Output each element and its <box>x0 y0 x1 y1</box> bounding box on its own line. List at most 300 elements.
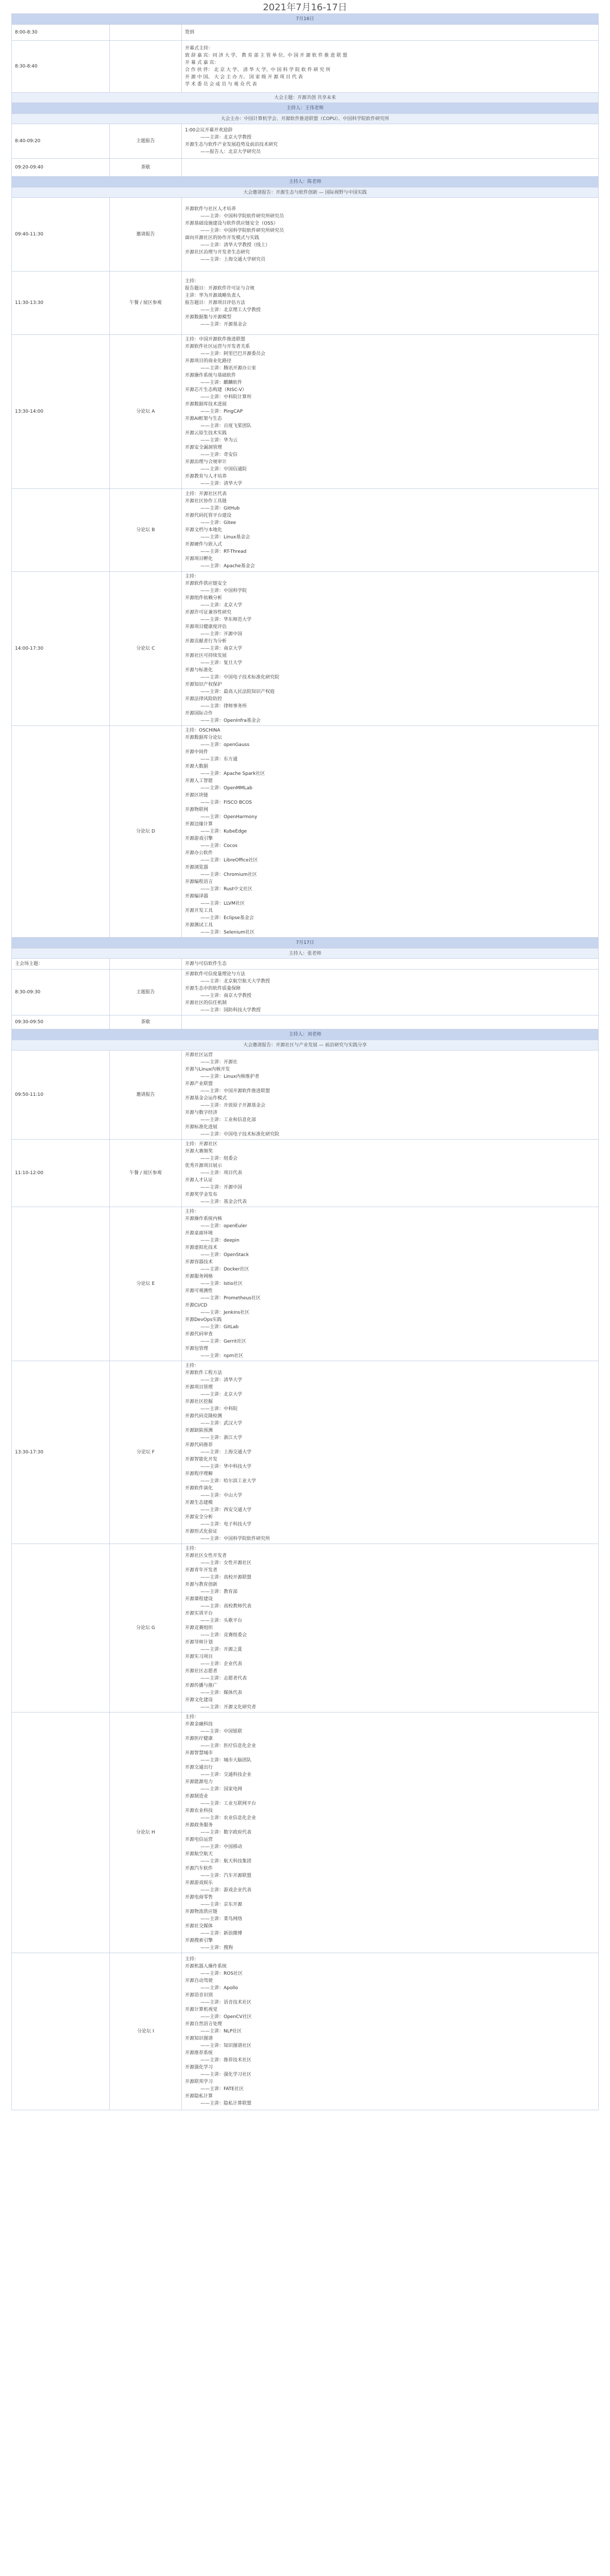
content-line: 开源医疗健康 <box>185 1736 213 1741</box>
content-line: ——主讲：中国开源软件推进联盟 <box>200 1089 270 1094</box>
content-line: 开源浏览器 <box>185 865 209 870</box>
content-line: 开源CI/CD <box>185 1303 208 1308</box>
content-line: ——主讲：复旦大学 <box>200 660 243 666</box>
content-line: 报告题目：开源软件许可证与合规 <box>185 286 255 291</box>
subtitle-text: 大会邀请报告：开源社区与产业发展 — 前沿研究与实践分享 <box>12 1040 599 1050</box>
content-line: 开 源 中 国、 大 会 主 办 方、 国 家 级 开 源 项 目 代 表 <box>185 75 303 80</box>
content-line: 开源软件工程方法 <box>185 1370 223 1376</box>
banner-text: 7月17日 <box>12 938 599 948</box>
content-line: 开源交通出行 <box>185 1765 213 1770</box>
time-cell: 8:40-09:20 <box>12 124 110 159</box>
content-line: 开源社区可持续发展 <box>185 653 227 658</box>
schedule-row <box>12 1207 599 1361</box>
content-line: 开源智慧城市 <box>185 1751 213 1756</box>
content-line: ——主讲：高校开源联盟 <box>200 1575 252 1580</box>
content-line: 开源代码克隆检测 <box>185 1414 223 1419</box>
content-line: ——主讲：LLVM社区 <box>200 901 245 906</box>
content-line: 开源教育与人才培养 <box>185 474 227 479</box>
venue-cell: 分论坛 E <box>110 1207 182 1361</box>
content-line: ——主讲：openEuler <box>200 1224 247 1229</box>
content-line: 主讲：华为开源战略负责人 <box>185 293 241 298</box>
content-line: 开源编译器 <box>185 894 209 899</box>
time-cell <box>12 1207 110 1361</box>
content-line: ——主讲：游戏企业代表 <box>200 1888 252 1893</box>
content-line: ——主讲：Linux基金会 <box>200 535 250 540</box>
content-line: 开源能源电力 <box>185 1780 213 1785</box>
time-cell <box>12 1544 110 1713</box>
content-line: ——主讲：北京大学 <box>200 603 243 608</box>
content-line: ——主讲：浙江大学 <box>200 1435 243 1440</box>
content-cell <box>182 959 599 970</box>
content-line: 开源可观测性 <box>185 1289 213 1294</box>
content-line: ——主讲：OpenInfra基金会 <box>200 718 261 723</box>
content-line: ——主讲：FATE社区 <box>200 2087 244 2092</box>
schedule-row <box>12 1140 599 1207</box>
content-line: 开源项目健康度评估 <box>185 624 227 630</box>
content-line: 开源游戏引擎 <box>185 836 213 841</box>
content-line: 开源许可证兼容性研究 <box>185 610 232 615</box>
schedule-row <box>12 1544 599 1713</box>
content-line: ——主讲：Cocos <box>200 843 238 849</box>
content-line: ——主讲：开源中国 <box>200 1185 243 1190</box>
banner-text: 主持人：刘老师 <box>12 1029 599 1040</box>
content-line: 开源大数据 <box>185 764 209 769</box>
content-line: ——主讲：国防科技大学教授 <box>200 1008 261 1013</box>
content-line: 报告题目：开源项目评估方法 <box>185 300 246 306</box>
content-line: ——主讲：OpenStack <box>200 1252 249 1258</box>
content-line: ——主讲：国家电网 <box>200 1787 243 1792</box>
content-line: 开源社区女性开发者 <box>185 1553 227 1558</box>
content-cell <box>182 1953 599 2110</box>
content-line: ——主讲：哈尔滨工业大学 <box>200 1479 257 1484</box>
time-cell: 8:30-8:40 <box>12 41 110 93</box>
content-line: ——主讲：华为云 <box>200 438 238 443</box>
content-line: ——主讲：汽车开源联盟 <box>200 1873 252 1878</box>
content-line: ——主讲：清华大学教授（线上） <box>200 243 270 248</box>
content-line: 开源操作系统内核 <box>185 1216 223 1222</box>
content-line: ——主讲：开源社 <box>200 1060 238 1065</box>
content-cell <box>182 198 599 272</box>
content-line: ——主讲：OpenHarmony <box>200 815 258 820</box>
content-line: 开源智能化开发 <box>185 1457 218 1462</box>
content-line: 开源竞赛组织 <box>185 1625 213 1631</box>
banner-text: 7月16日 <box>12 14 599 25</box>
schedule-row <box>12 124 599 159</box>
content-line: ——主讲：医疗信息化企业 <box>200 1743 257 1749</box>
content-line: 开源搜索引擎 <box>185 1938 213 1943</box>
content-line: ——主讲：中国信通院 <box>200 467 247 472</box>
content-line: 开源软件社区运营与开发者关系 <box>185 344 250 349</box>
content-line: ——主讲：华东师范大学 <box>200 617 252 622</box>
content-line: ——主讲：中国银联 <box>200 1729 243 1734</box>
content-line: ——主讲：GitHub <box>200 506 240 511</box>
content-line: 开源缺陷预测 <box>185 1428 213 1433</box>
content-line: ——主讲：北京航空航天大学教授 <box>200 979 270 984</box>
content-line: 开源编程语言 <box>185 879 213 885</box>
content-line: 开源芯片生态构建（RISC-V） <box>185 387 247 393</box>
content-line: 开源制造业 <box>185 1794 209 1799</box>
content-line: ——主讲：Jenkins社区 <box>200 1310 250 1315</box>
content-line: 开源汽车软件 <box>185 1866 213 1871</box>
content-line: 开源生态建模 <box>185 1500 213 1505</box>
schedule-row <box>12 1713 599 1953</box>
content-line: 开源社区治理与开发者生态研究 <box>185 250 250 255</box>
content-cell <box>182 489 599 572</box>
content-line: ——主讲：高校教师代表 <box>200 1604 252 1609</box>
content-line: 签到 <box>185 30 195 35</box>
content-line: 开源组件依赖分析 <box>185 596 223 601</box>
content-cell <box>182 1361 599 1544</box>
content-line: 开源程序理解 <box>185 1471 213 1477</box>
content-line: ——主讲：上海交通大学 <box>200 1450 252 1455</box>
content-line: 开源项目的商业化路径 <box>185 359 232 364</box>
content-line: ——主讲：Istio社区 <box>200 1281 243 1286</box>
schedule-row <box>12 1953 599 2110</box>
content-cell <box>182 335 599 489</box>
content-line: 开源实习项目 <box>185 1654 213 1659</box>
content-line: ——主讲：deepin <box>200 1238 240 1243</box>
content-line: 开源社区挖掘 <box>185 1399 213 1404</box>
subtitle-text: 大会邀请报告：开源生态与软件创新 — 国际视野与中国实践 <box>12 188 599 198</box>
content-line: ——主讲：京东开源 <box>200 1902 243 1907</box>
content-line: 面向开源社区的协作开发模式与实践 <box>185 235 260 241</box>
content-line: ——主讲：中国科学院 <box>200 588 247 594</box>
content-line: 开源治理与合规审计 <box>185 460 227 465</box>
venue-cell: 分论坛 B <box>110 489 182 572</box>
schedule-row <box>12 25 599 41</box>
content-line: 开源形式化验证 <box>185 1529 218 1534</box>
schedule-row <box>12 1015 599 1029</box>
schedule-row <box>12 726 599 938</box>
content-line: ——主讲：女性开源社区 <box>200 1561 252 1566</box>
time-cell: 09:40-11:30 <box>12 198 110 272</box>
content-cell <box>182 41 599 93</box>
content-line: 优秀开源项目展示 <box>185 1163 223 1168</box>
schedule-page <box>11 0 599 2110</box>
content-line: 开源强化学习 <box>185 2065 213 2070</box>
content-line: ——主讲：中国移动 <box>200 1844 243 1850</box>
venue-cell: 午餐 / 展区参观 <box>110 1140 182 1207</box>
content-line: 开源包管理 <box>185 1346 209 1351</box>
time-cell: 8:00-8:30 <box>12 25 110 41</box>
time-cell: 11:30-13:30 <box>12 272 110 335</box>
venue-cell: 分论坛 G <box>110 1544 182 1713</box>
schedule-date: 2021年7月16-17日 <box>263 2 347 13</box>
schedule-row <box>12 959 599 970</box>
content-line: 开源AI框架与生态 <box>185 416 222 421</box>
content-line: 开源基金会运作模式 <box>185 1096 227 1101</box>
section-banner <box>12 14 599 25</box>
content-line: 开源文化建设 <box>185 1698 213 1703</box>
content-line: ——主讲：知识图谱社区 <box>200 2043 252 2048</box>
content-line: ——主讲：Selenium社区 <box>200 930 255 935</box>
content-line: 开源基础设施建设与软件供应链安全（OSS） <box>185 221 278 226</box>
content-line: ——主讲：Chromium社区 <box>200 872 257 877</box>
content-line: ——主讲：隐私计算联盟 <box>200 2101 252 2106</box>
content-cell <box>182 272 599 335</box>
content-line: 开源云原生技术实践 <box>185 431 227 436</box>
venue-cell: 茶歇 <box>110 1015 182 1029</box>
content-line: ——主讲：组委会 <box>200 1156 238 1161</box>
content-line: ——主讲：Gerrit社区 <box>200 1339 246 1344</box>
time-cell <box>12 489 110 572</box>
content-line: 开源安全漏洞管理 <box>185 445 223 450</box>
section-subtitle <box>12 93 599 103</box>
content-line: 开源区块链 <box>185 793 209 798</box>
content-line: 开源服务网格 <box>185 1274 213 1279</box>
content-cell <box>182 1544 599 1713</box>
time-cell: 09:30-09:50 <box>12 1015 110 1029</box>
content-line: ——主讲：北京理工大学教授 <box>200 308 261 313</box>
content-line: 开源安全分析 <box>185 1515 213 1520</box>
content-line: ——主讲：上海交通大学研究员 <box>200 257 266 262</box>
content-line: ——主讲：航天科技集团 <box>200 1859 252 1864</box>
content-cell <box>182 572 599 726</box>
banner-text: 主持人：陈老师 <box>12 177 599 188</box>
venue-cell: 分论坛 D <box>110 726 182 938</box>
content-line: ——主讲：北京大学 <box>200 1392 243 1397</box>
content-line: ——主讲：中国电子技术标准化研究院 <box>200 1132 280 1137</box>
content-line: 开源项目孵化 <box>185 556 213 562</box>
section-subtitle <box>12 1040 599 1050</box>
content-line: ——主讲：中山大学 <box>200 1493 243 1498</box>
content-cell <box>182 970 599 1015</box>
content-line: ——主讲：数字政府代表 <box>200 1830 252 1835</box>
content-line: ——主讲：武汉大学 <box>200 1421 243 1426</box>
content-cell <box>182 1015 599 1029</box>
time-cell: 11:10-12:00 <box>12 1140 110 1207</box>
content-line: ——主讲：腾讯开源办公室 <box>200 366 257 371</box>
content-line: 开源导师计划 <box>185 1640 213 1645</box>
time-cell: 13:30-17:30 <box>12 1361 110 1544</box>
content-line: ——主讲：开源之夏 <box>200 1647 243 1652</box>
schedule-row <box>12 1361 599 1544</box>
content-line: ——主讲：Apache基金会 <box>200 564 255 569</box>
content-line: 致 辞 嘉 宾：同 济 大 学、 教 育 部 主 管 单 位、中 国 开 源 软 件 推 进 联 盟 <box>185 53 347 58</box>
content-line: ——主讲：竞赛组委会 <box>200 1633 247 1638</box>
section-banner <box>12 177 599 188</box>
content-line: ——主讲：百度飞桨团队 <box>200 423 252 429</box>
content-line: 开源电商零售 <box>185 1895 213 1900</box>
content-line: 合 作 伙 伴： 北 京 大 学、 清 华 大 学、中 国 科 学 院 软 件 研 究 所 <box>185 67 331 73</box>
content-line: ——主讲：阿里巴巴开源委员会 <box>200 351 266 357</box>
content-line: 开源推荐系统 <box>185 2050 213 2056</box>
content-line: ——主讲：中国科学院软件研究所研究员 <box>200 214 284 219</box>
content-line: ——主讲：南京大学 <box>200 646 243 651</box>
content-line: ——主讲：OpenCV社区 <box>200 2014 252 2020</box>
content-line: 开源贡献者行为分析 <box>185 639 227 644</box>
schedule-row <box>12 335 599 489</box>
content-line: ——主讲：开源基金会 <box>200 322 247 327</box>
time-cell: 14:00-17:30 <box>12 572 110 726</box>
content-line: ——主讲：Rust中文社区 <box>200 887 252 892</box>
content-line: ——主讲：最高人民法院知识产权庭 <box>200 689 275 694</box>
content-line: 开源青年开发者 <box>185 1568 218 1573</box>
content-line: 开源计算机视觉 <box>185 2007 218 2012</box>
content-line: 开源语音识别 <box>185 1993 213 1998</box>
content-line: 开源生态中的软件质量保障 <box>185 986 241 991</box>
venue-cell: 邀请报告 <box>110 198 182 272</box>
content-line: ——主讲：志愿者代表 <box>200 1676 247 1681</box>
content-line: 开源农业科技 <box>185 1808 213 1814</box>
content-line: ——主讲：电子科技大学 <box>200 1522 252 1527</box>
venue-cell: 午餐 / 展区参观 <box>110 272 182 335</box>
content-cell <box>182 726 599 938</box>
venue-cell: 主题报告 <box>110 124 182 159</box>
content-line: ——主讲：NLP社区 <box>200 2029 242 2034</box>
content-line: ——主讲：搜狗 <box>200 1945 233 1951</box>
content-line: 开源航空航天 <box>185 1852 213 1857</box>
content-cell <box>182 1140 599 1207</box>
venue-cell <box>110 959 182 970</box>
venue-cell <box>110 25 182 41</box>
content-line: 开源课程建设 <box>185 1597 213 1602</box>
content-line: ——主讲：OpenMMLab <box>200 786 252 791</box>
content-line: ——主讲：南京大学教授 <box>200 993 252 998</box>
content-line: 开源大赛颁奖 <box>185 1149 213 1154</box>
content-line: 开源联邦学习 <box>185 2079 213 2084</box>
schedule-row <box>12 489 599 572</box>
content-line: 开源传播与推广 <box>185 1683 218 1688</box>
banner-text: 主持人：王伟老师 <box>12 103 599 114</box>
content-line: ——主讲：Eclipse基金会 <box>200 916 254 921</box>
subtitle-text: 主持人：张老师 <box>12 948 599 959</box>
content-line: 开源机器人操作系统 <box>185 1964 227 1969</box>
content-line: ——主讲：Docker社区 <box>200 1267 249 1272</box>
content-line: 1:00会议开幕并欢迎辞 <box>185 128 233 133</box>
section-subtitle <box>12 188 599 198</box>
venue-cell: 分论坛 F <box>110 1361 182 1544</box>
content-line: 开源政务服务 <box>185 1823 213 1828</box>
time-cell: 09:20-09:40 <box>12 159 110 177</box>
content-line: 开源与可信软件生态 <box>185 961 227 967</box>
content-line: 开源物联网 <box>185 807 209 812</box>
time-cell: 8:30-09:30 <box>12 970 110 1015</box>
content-line: ——主讲：中国电子技术标准化研究院 <box>200 675 280 680</box>
content-line: ——主讲：强化学习社区 <box>200 2072 252 2077</box>
content-line: ——主讲：LibreOffice社区 <box>200 858 258 863</box>
content-line: ——主讲：菜鸟网络 <box>200 1917 243 1922</box>
content-line: 开源软件演化 <box>185 1486 213 1491</box>
content-line: 开源社区协作工具链 <box>185 499 227 504</box>
content-line: 开源人工智能 <box>185 778 213 784</box>
content-line: ——主讲：律师事务所 <box>200 704 247 709</box>
content-line: ——主讲：中国科学院软件研究所研究员 <box>200 228 284 233</box>
content-line: 开源硬件与嵌入式 <box>185 542 223 547</box>
content-line: ——主讲：开源文化研究者 <box>200 1705 257 1710</box>
time-cell <box>12 1953 110 2110</box>
content-line: 开源隐私计算 <box>185 2094 213 2099</box>
content-line: 开源与标准化 <box>185 668 213 673</box>
time-cell: 13:30-14:00 <box>12 335 110 489</box>
content-cell <box>182 1713 599 1953</box>
content-line: ——主讲：华中科技大学 <box>200 1464 252 1469</box>
content-line: 开源中间件 <box>185 750 209 755</box>
content-line: ——主讲：npm社区 <box>200 1353 244 1359</box>
content-line: 开源数据库技术进展 <box>185 402 227 407</box>
time-cell: 主会场主题： <box>12 959 110 970</box>
content-line: ——主讲：城市大脑团队 <box>200 1758 252 1763</box>
content-line: 开源生态与软件产业发展趋势及前沿技术研究 <box>185 142 278 147</box>
venue-cell: 分论坛 H <box>110 1713 182 1953</box>
content-line: 开源国际合作 <box>185 711 213 716</box>
content-line: 开源金融科技 <box>185 1722 213 1727</box>
content-line: 主持： <box>185 279 199 284</box>
content-line: 开源项目管理 <box>185 1385 213 1390</box>
content-line: ——主讲：中科院计算所 <box>200 395 252 400</box>
section-banner <box>12 103 599 114</box>
content-line: 开源虚拟化技术 <box>185 1245 218 1250</box>
venue-cell: 茶歇 <box>110 159 182 177</box>
content-line: 开源自然语言处理 <box>185 2022 223 2027</box>
content-cell <box>182 1207 599 1361</box>
content-line: 开源数据库分论坛 <box>185 735 223 740</box>
content-line: ——主讲：企业代表 <box>200 1662 243 1667</box>
content-line: ——主讲：Prometheus社区 <box>200 1296 261 1301</box>
content-line: ——主讲：PingCAP <box>200 409 243 414</box>
schedule-row <box>12 41 599 93</box>
content-line: 开源桌面环境 <box>185 1231 213 1236</box>
content-line: 开源代码托管平台建设 <box>185 513 232 518</box>
content-line: 主持： <box>185 1715 199 1720</box>
content-line: ——主讲：交通科技企业 <box>200 1772 252 1777</box>
venue-cell: 分论坛 I <box>110 1953 182 2110</box>
venue-cell: 邀请报告 <box>110 1050 182 1140</box>
section-subtitle <box>12 948 599 959</box>
content-line: ——主讲：开源中国 <box>200 632 243 637</box>
content-line: 开源软件可信度量理论与方法 <box>185 972 246 977</box>
time-cell <box>12 1713 110 1953</box>
content-line: 主持： <box>185 1546 199 1551</box>
content-line: 开源自动驾驶 <box>185 1978 213 1984</box>
content-line: 开源与数字经济 <box>185 1110 218 1115</box>
content-line: ——主讲：麒麟软件 <box>200 380 243 385</box>
content-line: 开源代码审查 <box>185 1332 213 1337</box>
content-line: 学 术 委 员 会 成 员 与 观 众 代 表 <box>185 82 257 87</box>
content-line: ——主讲：新浪微博 <box>200 1931 243 1936</box>
content-cell <box>182 25 599 41</box>
content-line: ——主讲：中科院 <box>200 1406 238 1412</box>
content-line: 主持：开源社区 <box>185 1142 218 1147</box>
content-line: 开源与教育创新 <box>185 1582 218 1587</box>
schedule-row <box>12 572 599 726</box>
content-line: 开源知识产权保护 <box>185 682 223 687</box>
content-line: 开源实训平台 <box>185 1611 213 1616</box>
section-subtitle <box>12 114 599 124</box>
content-line: ——主讲：东方通 <box>200 757 238 762</box>
content-line: 开源操作系统与基础软件 <box>185 373 236 378</box>
content-line: ——主讲：Gitee <box>200 520 236 526</box>
content-line: 主持： <box>185 1209 199 1214</box>
content-line: ——主讲：RT-Thread <box>200 549 247 554</box>
content-line: ——主讲：推荐技术社区 <box>200 2058 252 2063</box>
subtitle-text: 大会主题：开源共创 共享未来 <box>12 93 599 103</box>
time-cell: 09:50-11:10 <box>12 1050 110 1140</box>
content-line: ——主讲：工业互联网平台 <box>200 1801 257 1806</box>
content-line: 开源开发工具 <box>185 908 213 913</box>
content-line: ——主讲：ROS社区 <box>200 1971 243 1976</box>
content-line: 开源文档与本地化 <box>185 528 223 533</box>
content-cell <box>182 124 599 159</box>
content-line: ——主讲：开放原子开源基金会 <box>200 1103 266 1108</box>
section-banner <box>12 1029 599 1040</box>
content-line: ——主讲：中国科学院软件研究所 <box>200 1536 270 1541</box>
content-line: 开源代码推荐 <box>185 1443 213 1448</box>
content-line: ——主讲：工业和信息化部 <box>200 1117 257 1123</box>
content-line: 开源社交媒体 <box>185 1924 213 1929</box>
content-line: ——主讲：openGauss <box>200 742 250 748</box>
schedule-row <box>12 198 599 272</box>
